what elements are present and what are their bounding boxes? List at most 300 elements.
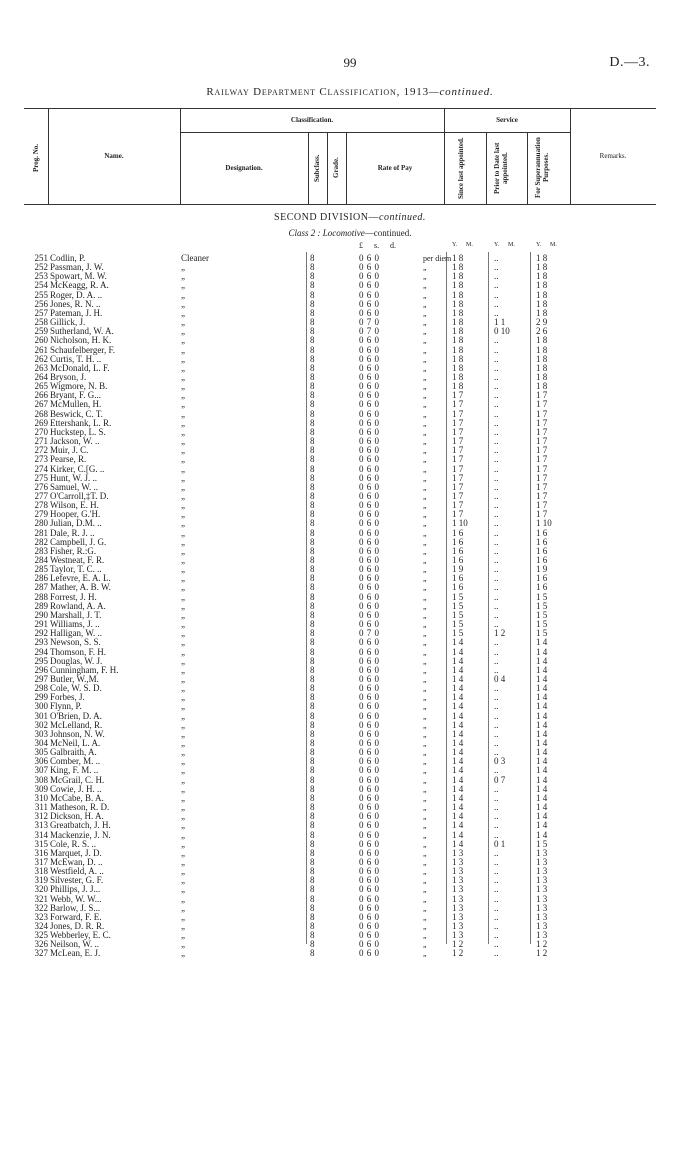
row-pay-unit: „ — [423, 638, 427, 648]
row-since-last: 1 7 — [452, 417, 464, 428]
table-row — [0, 638, 700, 647]
row-name: Forbes, J. — [50, 692, 85, 703]
row-subclass: 8 — [310, 756, 315, 767]
row-since-last: 1 8 — [452, 289, 464, 300]
row-rate-of-pay: 0 6 0 — [359, 335, 379, 346]
row-name: Roger, D. A. .. — [50, 289, 103, 300]
row-since-last: 1 8 — [452, 381, 464, 392]
row-number: 253 — [34, 271, 48, 282]
table-row — [0, 721, 700, 730]
row-pay-unit: „ — [423, 711, 427, 721]
row-superannuation: 1 3 — [536, 875, 548, 886]
row-superannuation: 1 7 — [536, 481, 548, 492]
row-subclass: 8 — [310, 802, 315, 812]
row-designation: „ — [181, 911, 185, 922]
row-name: McCabe, B. A. — [50, 792, 104, 803]
row-designation: „ — [181, 673, 185, 684]
row-pay-unit: „ — [423, 729, 427, 739]
row-designation: „ — [181, 472, 185, 483]
row-prior-to-date: .. — [494, 362, 499, 373]
row-number: 306 — [34, 756, 48, 767]
row-subclass: 8 — [310, 463, 315, 474]
row-number: 316 — [34, 847, 48, 858]
row-number: 318 — [34, 866, 48, 877]
row-designation: „ — [181, 555, 185, 565]
row-number: 287 — [34, 582, 48, 593]
row-prior-to-date: .. — [494, 381, 499, 392]
unit-months-prior: M. — [508, 242, 515, 248]
row-rate-of-pay: 0 6 0 — [359, 893, 379, 904]
row-superannuation: 1 5 — [536, 600, 548, 611]
row-designation: „ — [181, 417, 185, 428]
table-row — [0, 281, 700, 290]
row-name: Bryson, J. — [50, 371, 87, 382]
row-superannuation: 1 4 — [536, 701, 548, 712]
table-row — [0, 446, 700, 455]
row-prior-to-date: .. — [494, 792, 499, 803]
row-pay-unit: „ — [423, 427, 427, 437]
row-prior-to-date: .. — [494, 902, 499, 913]
row-superannuation: 1 8 — [536, 298, 548, 309]
row-prior-to-date: .. — [494, 609, 499, 620]
row-number: 283 — [34, 545, 48, 556]
row-pay-unit: „ — [423, 784, 427, 794]
row-designation: „ — [181, 847, 185, 858]
row-pay-unit: „ — [423, 299, 427, 309]
row-since-last: 1 4 — [452, 838, 464, 849]
row-superannuation: 1 7 — [536, 417, 548, 428]
row-rate-of-pay: 0 6 0 — [359, 948, 379, 959]
row-subclass: 8 — [310, 820, 315, 831]
row-superannuation: 1 8 — [536, 362, 548, 373]
row-since-last: 1 4 — [452, 774, 464, 785]
row-number: 258 — [34, 317, 48, 328]
row-designation: „ — [181, 701, 185, 712]
row-superannuation: 1 8 — [536, 307, 548, 318]
row-subclass: 8 — [310, 527, 315, 538]
row-pay-unit: „ — [423, 629, 427, 639]
row-designation: „ — [181, 536, 185, 547]
row-prior-to-date: 0 4 — [494, 673, 506, 684]
row-name: Dale, R. J. .. — [50, 527, 95, 538]
row-since-last: 1 4 — [452, 811, 464, 822]
row-subclass: 8 — [310, 609, 315, 620]
row-rate-of-pay: 0 6 0 — [359, 399, 379, 410]
row-name: Johnson, N. W. — [50, 728, 105, 739]
row-pay-unit: „ — [423, 464, 427, 474]
row-since-last: 1 5 — [452, 619, 464, 629]
row-number: 251 — [34, 253, 48, 263]
row-number: 311 — [34, 802, 48, 812]
row-prior-to-date: .. — [494, 884, 499, 895]
row-since-last: 1 8 — [452, 262, 464, 273]
row-number: 300 — [34, 701, 48, 712]
row-name: Kirker, C.[G. .. — [50, 463, 105, 474]
row-pay-unit: „ — [423, 482, 427, 492]
row-rate-of-pay: 0 6 0 — [359, 719, 379, 730]
row-superannuation: 1 8 — [536, 371, 548, 382]
row-since-last: 1 9 — [452, 564, 464, 575]
row-name: Campbell, J. G. — [50, 536, 107, 547]
row-superannuation: 1 7 — [536, 509, 548, 520]
unit-pence: d. — [390, 241, 396, 250]
row-since-last: 1 7 — [452, 408, 464, 419]
row-pay-unit: „ — [423, 528, 427, 538]
row-number: 312 — [34, 811, 48, 822]
row-rate-of-pay: 0 6 0 — [359, 829, 379, 840]
row-subclass: 8 — [310, 481, 315, 492]
row-name: McLelland, R. — [50, 719, 103, 730]
table-row — [0, 300, 700, 309]
row-superannuation: 1 4 — [536, 765, 548, 776]
row-prior-to-date: .. — [494, 399, 499, 410]
row-rate-of-pay: 0 6 0 — [359, 673, 379, 684]
row-rate-of-pay: 0 6 0 — [359, 280, 379, 291]
row-rate-of-pay: 0 6 0 — [359, 371, 379, 382]
table-row — [0, 803, 700, 812]
row-superannuation: 1 8 — [536, 253, 548, 263]
row-name: O'Carroll,‡T. D. — [50, 490, 109, 501]
row-since-last: 1 6 — [452, 582, 464, 593]
table-row — [0, 867, 700, 876]
row-name: Beswick, C. T. — [50, 408, 103, 419]
row-since-last: 1 8 — [452, 353, 464, 364]
row-designation: „ — [181, 527, 185, 538]
row-superannuation: 1 8 — [536, 381, 548, 392]
row-designation: „ — [181, 728, 185, 739]
row-designation: „ — [181, 802, 185, 812]
row-prior-to-date: .. — [494, 701, 499, 712]
row-name: Westfield, A. .. — [50, 866, 104, 877]
row-since-last: 1 4 — [452, 701, 464, 712]
page-reference: D.—3. — [609, 55, 650, 70]
row-rate-of-pay: 0 6 0 — [359, 866, 379, 877]
row-prior-to-date: .. — [494, 820, 499, 831]
row-subclass: 8 — [310, 856, 315, 867]
row-number: 279 — [34, 509, 48, 520]
unit-months-since: M. — [466, 242, 473, 248]
table-row — [0, 474, 700, 483]
row-prior-to-date: .. — [494, 719, 499, 730]
row-rate-of-pay: 0 6 0 — [359, 545, 379, 556]
row-superannuation: 1 9 — [536, 564, 548, 575]
row-subclass: 8 — [310, 692, 315, 703]
row-subclass: 8 — [310, 408, 315, 419]
row-designation: „ — [181, 692, 185, 703]
row-superannuation: 1 4 — [536, 728, 548, 739]
row-prior-to-date: .. — [494, 939, 499, 950]
row-superannuation: 1 4 — [536, 811, 548, 822]
row-number: 301 — [34, 710, 48, 721]
row-prior-to-date: .. — [494, 573, 499, 584]
row-pay-unit: „ — [423, 876, 427, 886]
row-prior-to-date: .. — [494, 948, 499, 959]
row-subclass: 8 — [310, 307, 315, 318]
row-rate-of-pay: 0 6 0 — [359, 783, 379, 794]
row-number: 302 — [34, 719, 48, 730]
row-name: King, F. M. .. — [50, 765, 99, 776]
class-name: Locomotive — [322, 228, 365, 238]
class-continued: —continued. — [364, 228, 412, 238]
row-pay-unit: „ — [423, 803, 427, 812]
row-since-last: 1 4 — [452, 756, 464, 767]
table-row — [0, 776, 700, 785]
document-title-main: Railway Department Classification, 1913 — [206, 86, 429, 98]
row-prior-to-date: .. — [494, 454, 499, 465]
row-designation: „ — [181, 564, 185, 575]
table-row — [0, 913, 700, 922]
row-prior-to-date: .. — [494, 335, 499, 346]
row-since-last: 1 4 — [452, 673, 464, 684]
row-rate-of-pay: 0 6 0 — [359, 765, 379, 776]
row-prior-to-date: 1 1 — [494, 317, 506, 328]
table-row — [0, 519, 700, 528]
row-designation: „ — [181, 783, 185, 794]
row-prior-to-date: .. — [494, 829, 499, 840]
row-pay-unit: „ — [423, 912, 427, 922]
row-superannuation: 1 10 — [536, 518, 552, 529]
row-subclass: 8 — [310, 847, 315, 858]
row-number: 270 — [34, 426, 48, 437]
row-superannuation: 1 7 — [536, 445, 548, 456]
row-superannuation: 1 6 — [536, 536, 548, 547]
row-name: Jones, R. N. .. — [50, 298, 101, 309]
row-designation: „ — [181, 390, 185, 401]
row-subclass: 8 — [310, 673, 315, 684]
table-row — [0, 739, 700, 748]
row-number: 315 — [34, 838, 48, 849]
table-row — [0, 465, 700, 474]
row-since-last: 1 4 — [452, 664, 464, 675]
row-designation: „ — [181, 948, 185, 959]
row-subclass: 8 — [310, 939, 315, 950]
row-number: 290 — [34, 609, 48, 620]
row-since-last: 1 4 — [452, 765, 464, 776]
row-prior-to-date: .. — [494, 802, 499, 812]
row-designation: „ — [181, 710, 185, 721]
row-name: Passman, J. W. — [50, 262, 104, 273]
row-superannuation: 1 4 — [536, 802, 548, 812]
row-pay-unit: „ — [423, 491, 427, 501]
row-designation: „ — [181, 445, 185, 456]
row-subclass: 8 — [310, 390, 315, 401]
row-pay-unit: „ — [423, 812, 427, 822]
row-prior-to-date: .. — [494, 307, 499, 318]
row-rate-of-pay: 0 6 0 — [359, 884, 379, 895]
row-designation: „ — [181, 646, 185, 657]
row-subclass: 8 — [310, 683, 315, 693]
row-designation: „ — [181, 463, 185, 474]
row-subclass: 8 — [310, 619, 315, 629]
row-since-last: 1 3 — [452, 902, 464, 913]
row-subclass: 8 — [310, 500, 315, 511]
row-designation: „ — [181, 289, 185, 300]
row-subclass: 8 — [310, 637, 315, 648]
row-since-last: 1 4 — [452, 792, 464, 803]
row-rate-of-pay: 0 6 0 — [359, 454, 379, 465]
row-designation: „ — [181, 371, 185, 382]
row-name: Barlow, J. S... — [50, 902, 101, 913]
row-pay-unit: „ — [423, 400, 427, 410]
row-rate-of-pay: 0 6 0 — [359, 490, 379, 501]
row-prior-to-date: .. — [494, 481, 499, 492]
row-name: McKeagg, R. A. — [50, 280, 109, 291]
row-designation: „ — [181, 628, 185, 639]
table-row — [0, 611, 700, 620]
row-rate-of-pay: 0 6 0 — [359, 564, 379, 575]
row-pay-unit: „ — [423, 848, 427, 858]
row-rate-of-pay: 0 6 0 — [359, 619, 379, 629]
row-since-last: 1 7 — [452, 472, 464, 483]
unit-years-since: Y. — [452, 242, 458, 248]
row-number: 286 — [34, 573, 48, 584]
row-number: 271 — [34, 436, 48, 446]
row-designation: „ — [181, 939, 185, 950]
row-since-last: 1 3 — [452, 875, 464, 886]
row-name: McGrail, C. H. — [50, 774, 105, 785]
row-superannuation: 1 4 — [536, 683, 548, 693]
row-prior-to-date: .. — [494, 655, 499, 666]
row-pay-unit: „ — [423, 556, 427, 565]
table-row — [0, 400, 700, 409]
row-subclass: 8 — [310, 719, 315, 730]
page-number: 99 — [343, 55, 357, 70]
row-designation: „ — [181, 298, 185, 309]
section-division: SECOND DIVISION— — [274, 212, 379, 223]
row-number: 266 — [34, 390, 48, 401]
table-row — [0, 556, 700, 565]
row-designation: „ — [181, 820, 185, 831]
row-designation: „ — [181, 509, 185, 520]
table-row — [0, 876, 700, 885]
row-rate-of-pay: 0 6 0 — [359, 683, 379, 693]
table-row — [0, 858, 700, 867]
row-pay-unit: „ — [423, 949, 427, 959]
row-prior-to-date: .. — [494, 893, 499, 904]
row-since-last: 1 7 — [452, 399, 464, 410]
row-prior-to-date: .. — [494, 509, 499, 520]
row-since-last: 1 8 — [452, 362, 464, 373]
row-name: Mather, A. B. W. — [50, 582, 111, 593]
row-superannuation: 1 4 — [536, 783, 548, 794]
row-rate-of-pay: 0 6 0 — [359, 353, 379, 364]
row-name: Muir, J. C. — [50, 445, 89, 456]
row-rate-of-pay: 0 6 0 — [359, 921, 379, 931]
row-name: Pateman, J. H. — [50, 307, 103, 318]
row-since-last: 1 2 — [452, 939, 464, 950]
row-prior-to-date: .. — [494, 472, 499, 483]
row-since-last: 1 4 — [452, 829, 464, 840]
table-row — [0, 885, 700, 894]
row-superannuation: 1 4 — [536, 829, 548, 840]
row-pay-unit: „ — [423, 739, 427, 748]
row-name: Webberley, E. C. — [50, 930, 111, 941]
row-prior-to-date: .. — [494, 582, 499, 593]
row-prior-to-date: .. — [494, 646, 499, 657]
row-number: 299 — [34, 692, 48, 703]
row-number: 274 — [34, 463, 48, 474]
row-subclass: 8 — [310, 518, 315, 529]
row-name: McDonald, L. F. — [50, 362, 110, 373]
row-name: Neilson, W. .. — [50, 939, 100, 950]
table-row — [0, 766, 700, 775]
row-prior-to-date: .. — [494, 500, 499, 511]
row-name: Codlin, P. — [50, 253, 86, 263]
table-row — [0, 940, 700, 949]
row-number: 314 — [34, 829, 48, 840]
row-pay-unit: „ — [423, 885, 427, 895]
row-number: 281 — [34, 527, 48, 538]
row-subclass: 8 — [310, 765, 315, 776]
row-pay-unit: „ — [423, 382, 427, 392]
row-since-last: 1 7 — [452, 500, 464, 511]
row-subclass: 8 — [310, 445, 315, 456]
row-number: 264 — [34, 371, 48, 382]
row-prior-to-date: .. — [494, 518, 499, 529]
row-designation: „ — [181, 600, 185, 611]
unit-months-super: M. — [550, 242, 557, 248]
row-name: Webb, W. W... — [50, 893, 102, 904]
row-name: Gillick, J. — [50, 317, 86, 328]
row-superannuation: 1 4 — [536, 756, 548, 767]
row-designation: „ — [181, 719, 185, 730]
row-name: Butler, W.,M. — [50, 673, 99, 684]
row-prior-to-date: .. — [494, 637, 499, 648]
row-subclass: 8 — [310, 811, 315, 822]
row-since-last: 1 5 — [452, 600, 464, 611]
row-pay-unit: „ — [423, 757, 427, 767]
row-rate-of-pay: 0 6 0 — [359, 472, 379, 483]
row-rate-of-pay: 0 6 0 — [359, 847, 379, 858]
row-superannuation: 1 3 — [536, 866, 548, 877]
row-pay-unit: „ — [423, 839, 427, 849]
row-prior-to-date: 0 1 — [494, 838, 506, 849]
row-rate-of-pay: 0 6 0 — [359, 463, 379, 474]
row-designation: „ — [181, 619, 185, 629]
row-prior-to-date: .. — [494, 600, 499, 611]
row-prior-to-date: .. — [494, 738, 499, 748]
row-name: Newson, S. S. — [50, 637, 101, 648]
row-designation: „ — [181, 765, 185, 776]
table-row — [0, 291, 700, 300]
row-pay-unit: „ — [423, 601, 427, 611]
row-designation: „ — [181, 609, 185, 620]
row-prior-to-date: .. — [494, 280, 499, 291]
row-pay-unit: „ — [423, 446, 427, 456]
row-rate-of-pay: 0 6 0 — [359, 362, 379, 373]
table-row — [0, 391, 700, 400]
row-superannuation: 1 3 — [536, 856, 548, 867]
row-superannuation: 1 8 — [536, 280, 548, 291]
row-pay-unit: „ — [423, 867, 427, 877]
row-name: Flynn, P. — [50, 701, 82, 712]
row-subclass: 8 — [310, 536, 315, 547]
row-prior-to-date: .. — [494, 564, 499, 575]
row-name: Jackson, W. .. — [50, 436, 100, 446]
row-superannuation: 1 8 — [536, 353, 548, 364]
row-since-last: 1 4 — [452, 646, 464, 657]
row-number: 320 — [34, 884, 48, 895]
table-row — [0, 346, 700, 355]
row-pay-unit: „ — [423, 501, 427, 511]
row-superannuation: 1 6 — [536, 545, 548, 556]
table-row — [0, 895, 700, 904]
row-rate-of-pay: 0 6 0 — [359, 289, 379, 300]
row-designation: „ — [181, 436, 185, 446]
row-designation: „ — [181, 399, 185, 410]
row-prior-to-date: .. — [494, 490, 499, 501]
row-superannuation: 1 2 — [536, 948, 548, 959]
